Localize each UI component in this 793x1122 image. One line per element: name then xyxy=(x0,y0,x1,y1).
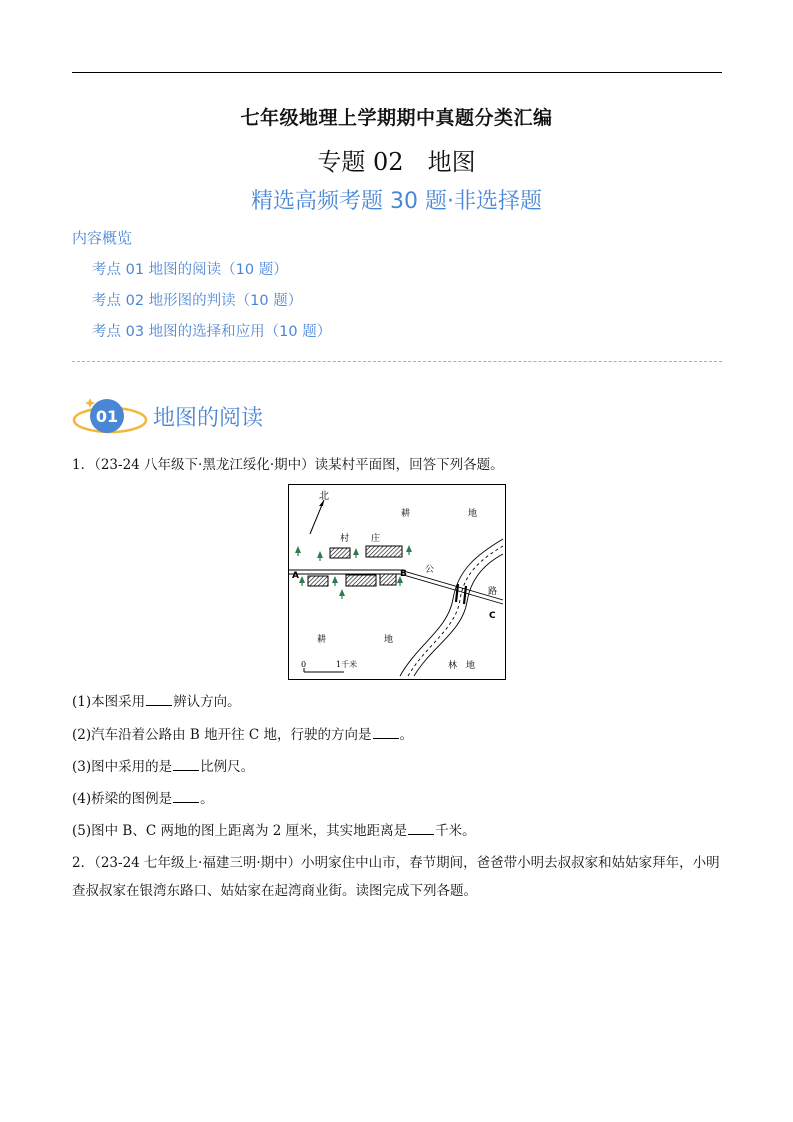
topic-title: 专题 02 地图 xyxy=(317,148,476,176)
toc-divider xyxy=(72,361,722,362)
question-1-sub-4 xyxy=(72,789,214,809)
header-rule xyxy=(72,72,722,73)
scale-label: 1千米 xyxy=(336,660,358,669)
question-1-sub-5 xyxy=(72,821,476,841)
question-2-stem: 2．（23-24 七年级上·福建三明·期中）小明家住中山市，春节期间，爸爸带小明去叔叔家和姑姑家拜年，小明查叔叔家在银湾东路口、姑姑家在起湾商业街。读图完成下列各题。 xyxy=(72,855,720,899)
point-a: A xyxy=(292,571,299,581)
sub-1-text-b: 辨认方向。 xyxy=(173,694,241,710)
question-1-stem: 1．（23-24 八年级下·黑龙江绥化·期中）读某村平面图，回答下列各题。 xyxy=(72,457,504,473)
label-di-1: 地 xyxy=(468,509,478,519)
answer-blank-1[interactable] xyxy=(146,693,172,706)
doc-title: 七年级地理上学期期中真题分类汇编 xyxy=(240,107,553,129)
subtitle: 精选高频考题 30 题·非选择题 xyxy=(251,189,542,214)
sub-4-text-a: (4)桥梁的图例是 xyxy=(72,791,173,807)
sub-2-text-a: (2)汽车沿着公路由 B 地开往 C 地，行驶的方向是 xyxy=(72,727,372,743)
question-1-sub-3 xyxy=(72,757,254,777)
label-cun: 村 xyxy=(340,534,350,544)
point-c: C xyxy=(489,611,496,621)
sub-3-text-b: 比例尺。 xyxy=(200,759,255,775)
toc-heading: 内容概览 xyxy=(72,229,133,247)
north-label: 北 xyxy=(319,491,329,502)
answer-blank-4[interactable] xyxy=(173,790,199,803)
sub-1-text-a: (1)本图采用 xyxy=(72,694,146,710)
toc-item-1[interactable]: 考点 01 地图的阅读（10 题） xyxy=(92,262,288,278)
label-geng-2: 耕 xyxy=(317,635,327,645)
answer-blank-5[interactable] xyxy=(408,822,434,835)
sub-3-text-a: (3)图中采用的是 xyxy=(72,759,173,775)
sub-5-text-b: 千米。 xyxy=(435,823,476,839)
label-di-3: 地 xyxy=(466,661,476,671)
badge-number: 01 xyxy=(95,407,119,426)
village-map xyxy=(288,484,506,680)
label-zhuang: 庄 xyxy=(371,534,381,544)
answer-blank-2[interactable] xyxy=(373,726,399,739)
scale-zero: 0 xyxy=(301,660,307,669)
point-b: B xyxy=(400,569,407,579)
toc-item-3[interactable]: 考点 03 地图的选择和应用（10 题） xyxy=(92,324,332,340)
label-geng-1: 耕 xyxy=(401,509,411,519)
sub-4-text-b: 。 xyxy=(200,791,214,807)
sub-5-text-a: (5)图中 B、C 两地的图上距离为 2 厘米，其实地距离是 xyxy=(72,823,408,839)
label-gong: 公 xyxy=(425,565,435,575)
toc-item-2[interactable]: 考点 02 地形图的判读（10 题） xyxy=(92,293,303,309)
label-lin: 林 xyxy=(448,661,458,671)
label-di-2: 地 xyxy=(384,635,394,645)
question-1-sub-2 xyxy=(72,725,413,745)
question-1-sub-1 xyxy=(72,692,241,712)
label-lu: 路 xyxy=(488,587,498,597)
section-badge xyxy=(72,392,152,442)
section-title: 地图的阅读 xyxy=(153,406,264,431)
sub-2-text-b: 。 xyxy=(399,727,414,743)
answer-blank-3[interactable] xyxy=(173,758,199,771)
